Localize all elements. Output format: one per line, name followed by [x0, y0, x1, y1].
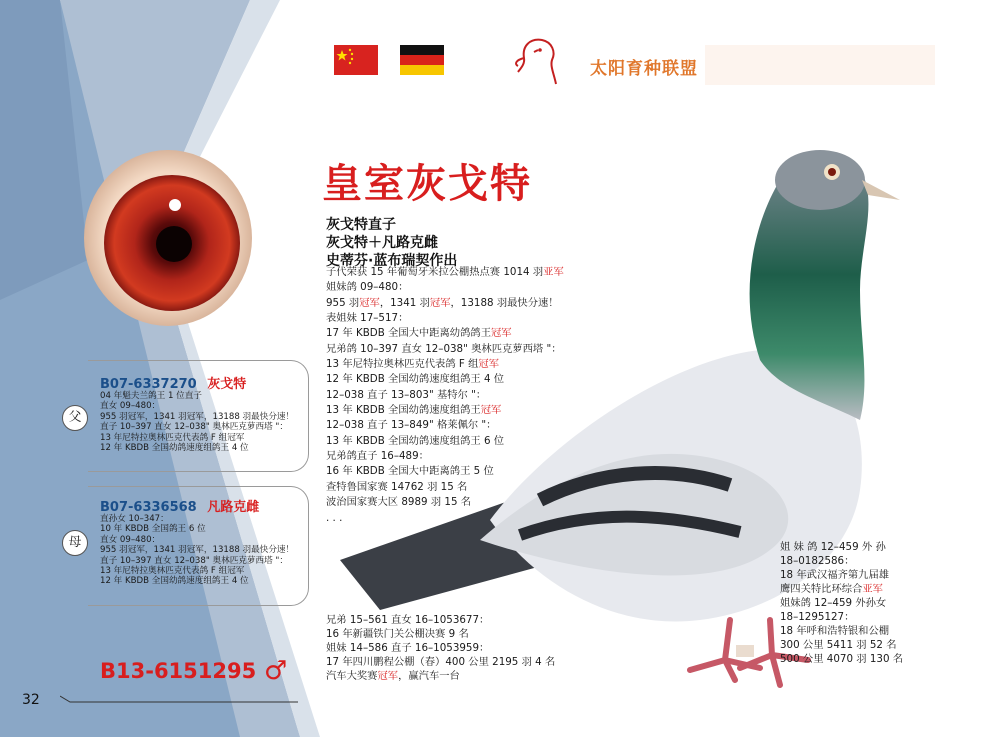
right_lines-line	[780, 540, 903, 554]
highlight-text: 冠军	[478, 358, 500, 371]
line-text: 兄弟 15–561 直女 16–1053677：	[326, 614, 490, 626]
father-ring	[100, 373, 246, 392]
parent-detail-line: 955 羽冠军，1341 羽冠军，13188 羽最快分速！	[100, 545, 295, 556]
right_lines-line	[780, 568, 903, 582]
right_lines-line	[780, 652, 903, 666]
main_lines-line	[326, 403, 656, 418]
main_lines-line	[326, 434, 656, 449]
line-text: 18 年呼和浩特银和公棚	[780, 625, 890, 637]
line-text: 兄弟鸽直子 16–489：	[326, 450, 429, 463]
line-text: 表姐妹 17–517：	[326, 312, 409, 325]
line-text: 姐 妹 鸽 12–459 外 孙	[780, 541, 886, 553]
sibling-results	[326, 613, 555, 683]
main_lines-line	[326, 495, 656, 510]
father-name: 灰戈特	[207, 377, 247, 392]
line-text: 12 年 KBDB 全国幼鸽速度组鸽王 4 位	[326, 373, 505, 386]
line-text: 17 年四川鹏程公棚（春）400 公里 2195 羽 4 名	[326, 656, 556, 668]
line-text: 子代荣获 15 年葡萄牙米拉公棚热点赛 1014 羽	[326, 266, 544, 278]
main_lines-line	[326, 311, 656, 326]
right_lines-line	[780, 582, 903, 596]
highlight-text: 冠军	[429, 296, 451, 309]
parent-detail-line: 直子 10–397 直女 12–038" 奥林匹克萝西塔 "：	[100, 555, 288, 566]
grandchild-results	[780, 540, 903, 666]
line-text: 13 年 KBDB 全国幼鸽速度组鸽王 6 位	[326, 434, 505, 447]
mother-tag: 母	[62, 530, 88, 556]
line-text: 16 年新疆铁门关公棚决赛 9 名	[326, 628, 469, 640]
line-text: 300 公里 5411 羽 52 名	[780, 639, 897, 651]
pigeon-eye-photo	[82, 148, 254, 328]
line-text: ，13188 羽最快分速！	[450, 296, 559, 309]
page-title: 皇室灰戈特	[322, 160, 532, 207]
parent-detail-line: 13 年尼特拉奥林匹克代表鸽 F 组冠军	[100, 566, 245, 577]
line-text: 姐妹 14–586 直子 16–1053959：	[326, 642, 490, 654]
germany-flag-icon	[400, 45, 444, 75]
mother-name: 凡路克雌	[207, 500, 260, 515]
subtitle-line-3: 史蒂芬·蓝布瑞契作出	[326, 253, 458, 269]
line-text: 姐妹鸽 12–459 外孙女	[780, 597, 887, 609]
highlight-text: 冠军	[359, 296, 380, 309]
main_lines-line	[326, 357, 656, 372]
line-text: 18–1295127：	[780, 611, 855, 623]
parent-detail-line: 直孙女 10–347：	[100, 514, 169, 524]
highlight-text: 亚军	[543, 266, 564, 278]
subtitle-line-2: 灰戈特＋凡路克雌	[326, 235, 438, 251]
main_lines-line	[326, 280, 656, 295]
line-text: 17 年 KBDB 全国大中距离幼鸽鸽王	[326, 327, 491, 340]
highlight-text: 亚军	[862, 583, 883, 595]
right_lines-line	[780, 624, 903, 638]
parent-detail-line: 12 年 KBDB 全国幼鸽速度组鸽王 4 位	[100, 443, 249, 454]
line-text: 鹰四关特比环综合	[780, 583, 863, 595]
male-symbol-icon: ♂	[264, 656, 288, 686]
main_lines-line	[326, 464, 656, 479]
brand-name: 太阳育种联盟	[590, 59, 698, 79]
parent-detail-line: 13 年尼特拉奥林匹克代表鸽 F 组冠军	[100, 432, 245, 443]
parent-detail-line: 直女 09–480：	[100, 401, 161, 412]
highlight-text: 冠军	[491, 327, 512, 340]
line-text: 16 年 KBDB 全国大中距离鸽王 5 位	[326, 465, 494, 478]
line-text: 12–038 直子 13–849" 格莱佩尔 "：	[326, 419, 497, 432]
brand-banner	[705, 45, 935, 85]
main_lines-line	[326, 326, 656, 341]
line-text: 查特鲁国家赛 14762 羽 15 名	[326, 480, 468, 493]
achievement-list	[326, 265, 656, 526]
bird-ring-number: B13-6151295	[100, 659, 257, 683]
parent-detail-line: 直女 09–480：	[100, 534, 161, 545]
main_lines-line	[326, 388, 656, 403]
main_lines-line	[326, 511, 656, 526]
main_lines-line	[326, 480, 656, 495]
subtitle-line-1: 灰戈特直子	[326, 217, 396, 233]
main_lines-line	[326, 418, 656, 433]
right_lines-line	[780, 638, 903, 652]
parent-detail-line: 10 年 KBDB 全国鸽王 6 位	[100, 524, 206, 535]
line-text: 955 羽	[326, 296, 360, 309]
highlight-text: 冠军	[480, 404, 502, 417]
right_lines-line	[780, 596, 903, 610]
parent-detail-line: 955 羽冠军，1341 羽冠军，13188 羽最快分速！	[100, 411, 295, 422]
line-text: ，1341 羽	[379, 296, 430, 309]
bottom_lines-line	[326, 627, 555, 641]
mother-details	[100, 514, 294, 587]
line-text: 13 年尼特拉奥林匹克代表鸽 F 组	[326, 358, 479, 371]
line-text: 兄弟鸽 10–397 直女 12–038" 奥林匹克萝西塔 "：	[326, 342, 562, 355]
line-text: 18–0182586：	[780, 555, 855, 567]
bottom_lines-line	[326, 655, 555, 669]
main_lines-line	[326, 342, 656, 357]
line-text: 13 年 KBDB 全国幼鸽速度组鸽王	[326, 404, 481, 417]
china-flag-icon	[334, 45, 378, 75]
line-text: 18 年武汉福齐第九届雄	[780, 569, 890, 581]
main_lines-line	[326, 372, 656, 387]
bottom_lines-line	[326, 669, 555, 683]
pigeon-head-logo-icon	[512, 34, 562, 92]
main_lines-line	[326, 265, 656, 280]
line-text: 姐妹鸽 09–480：	[326, 281, 409, 294]
line-text: ，赢汽车一台	[398, 670, 460, 682]
line-text: 500 公里 4070 羽 130 名	[780, 653, 904, 665]
main_lines-line	[326, 449, 656, 464]
ring-underline	[60, 688, 300, 704]
right_lines-line	[780, 610, 903, 624]
mother-ring	[100, 496, 259, 515]
line-text: 12–038 直子 13–803" 基特尔 "：	[326, 388, 487, 401]
parent-detail-line: 04 年魁夫兰鸽王 1 位直子	[100, 391, 202, 401]
father-details	[100, 391, 294, 453]
parent-detail-line: 12 年 KBDB 全国幼鸽速度组鸽王 4 位	[100, 576, 249, 587]
right_lines-line	[780, 554, 903, 568]
line-text: 波治国家赛大区 8989 羽 15 名	[326, 496, 472, 509]
father-ring-number: B07-6337270	[100, 377, 197, 392]
page-number: 32	[22, 692, 40, 708]
line-text: 汽车大奖赛	[326, 670, 378, 682]
bottom_lines-line	[326, 613, 555, 627]
line-text: . . .	[326, 511, 343, 524]
parent-detail-line: 直子 10–397 直女 12–038" 奥林匹克萝西塔 "：	[100, 422, 288, 433]
highlight-text: 冠军	[377, 670, 399, 682]
father-tag: 父	[62, 405, 88, 431]
main_lines-line	[326, 296, 656, 311]
bottom_lines-line	[326, 641, 555, 655]
mother-ring-number: B07-6336568	[100, 500, 197, 515]
